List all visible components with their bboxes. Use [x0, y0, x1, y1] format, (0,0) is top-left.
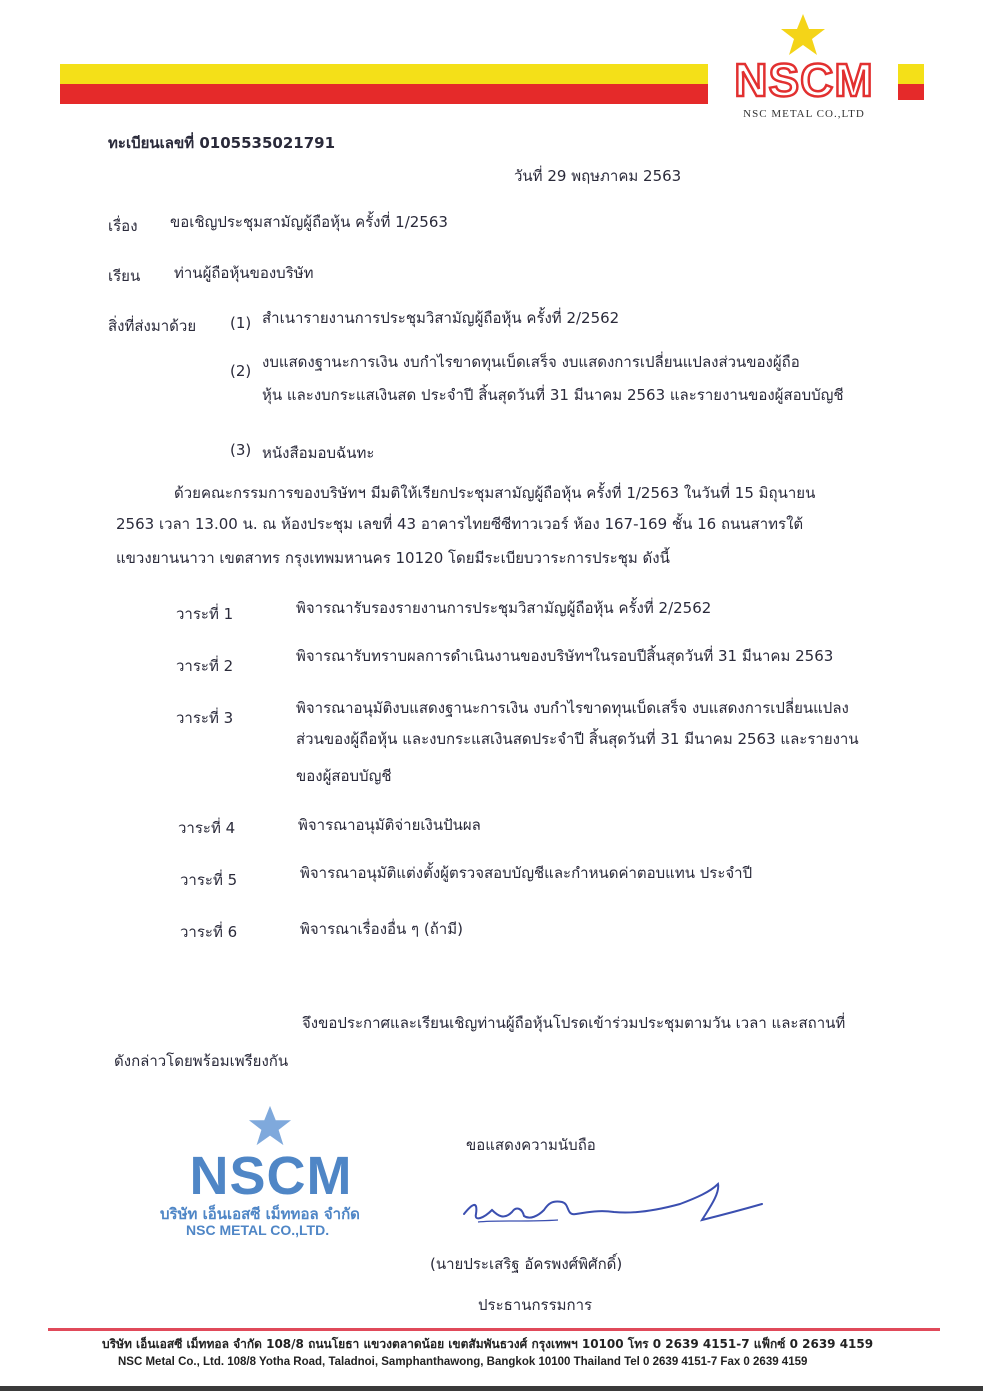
scan-edge	[0, 1386, 983, 1391]
company-logo: NSCM	[734, 54, 874, 106]
footer-divider	[48, 1328, 940, 1331]
enclosure-number: (2)	[230, 362, 252, 380]
closing-line: ดังกล่าวโดยพร้อมเพรียงกัน	[114, 1052, 289, 1070]
regards-text: ขอแสดงความนับถือ	[466, 1136, 596, 1154]
enclosure-text: งบแสดงฐานะการเงิน งบกำไรขาดทุนเบ็ดเสร็จ งบแสดงการเปลี่ยนแปลงส่วนของผู้ถือ	[262, 353, 800, 371]
agenda-label: วาระที่ 4	[178, 819, 236, 837]
header-bar-red-end	[898, 84, 924, 100]
agenda-label: วาระที่ 5	[180, 871, 238, 889]
stamp-logo: NSCM	[189, 1146, 353, 1206]
agenda-text: พิจารณารับรองรายงานการประชุมวิสามัญผู้ถือหุ้น ครั้งที่ 2/2562	[296, 599, 712, 617]
header-bar-red	[60, 84, 708, 104]
stamp-star-icon	[246, 1104, 294, 1148]
subject-text: ขอเชิญประชุมสามัญผู้ถือหุ้น ครั้งที่ 1/2563	[170, 213, 448, 231]
signer-title: ประธานกรรมการ	[478, 1296, 593, 1314]
enclosure-text: หุ้น และงบกระแสเงินสด ประจำปี สิ้นสุดวันที่ 31 มีนาคม 2563 และรายงานของผู้สอบบัญชี	[262, 386, 844, 404]
agenda-text: ส่วนของผู้ถือหุ้น และงบกระแสเงินสดประจำปี สิ้นสุดวันที่ 31 มีนาคม 2563 และรายงาน	[296, 730, 859, 748]
signature-icon	[458, 1170, 768, 1236]
stamp-english-name: NSC METAL CO.,LTD.	[186, 1222, 330, 1238]
stamp-thai-name: บริษัท เอ็นเอสซี เม็ททอล จำกัด	[160, 1205, 360, 1223]
enclosure-number: (1)	[230, 314, 252, 332]
agenda-text: พิจารณาเรื่องอื่น ๆ (ถ้ามี)	[300, 920, 463, 938]
agenda-label: วาระที่ 6	[180, 923, 238, 941]
agenda-text: พิจารณาอนุมัติจ่ายเงินปันผล	[298, 816, 481, 834]
enclosure-text: สำเนารายงานการประชุมวิสามัญผู้ถือหุ้น ครั้งที่ 2/2562	[262, 309, 620, 327]
agenda-text: พิจารณาอนุมัติงบแสดงฐานะการเงิน งบกำไรขาดทุนเบ็ดเสร็จ งบแสดงการเปลี่ยนแปลง	[296, 699, 849, 717]
agenda-label: วาระที่ 1	[176, 605, 234, 623]
registration-number: ทะเบียนเลขที่ 0105535021791	[108, 134, 335, 152]
agenda-label: วาระที่ 3	[176, 709, 234, 727]
footer-thai-address: บริษัท เอ็นเอสซี เม็ททอล จำกัด 108/8 ถนนโยธา แขวงตลาดน้อย เขตสัมพันธวงศ์ กรุงเทพฯ 10100 โทร 0 2639 4151-7 แฟ็กซ์ 0 2639 4159	[102, 1337, 874, 1351]
header-bar-yellow-end	[898, 64, 924, 86]
footer-english-address: NSC Metal Co., Ltd. 108/8 Yotha Road, Taladnoi, Samphanthawong, Bangkok 10100 Thailand Tel 0 2639 4151-7 Fax 0 2639 4159	[118, 1356, 808, 1368]
intro-line: ด้วยคณะกรรมการของบริษัทฯ มีมติให้เรียกประชุมสามัญผู้ถือหุ้น ครั้งที่ 1/2563 ในวันที่ 15 มิถุนายน	[174, 484, 816, 502]
to-text: ท่านผู้ถือหุ้นของบริษัท	[174, 264, 314, 282]
letter-date: วันที่ 29 พฤษภาคม 2563	[514, 167, 682, 185]
company-logo-subtitle: NSC METAL CO.,LTD	[743, 108, 865, 120]
agenda-text: พิจารณารับทราบผลการดำเนินงานของบริษัทฯในรอบปีสิ้นสุดวันที่ 31 มีนาคม 2563	[296, 647, 834, 665]
agenda-text: พิจารณาอนุมัติแต่งตั้งผู้ตรวจสอบบัญชีและกำหนดค่าตอบแทน ประจำปี	[300, 864, 753, 882]
enclosure-text: หนังสือมอบฉันทะ	[262, 444, 375, 462]
header-bar-yellow	[60, 64, 708, 86]
agenda-text: ของผู้สอบบัญชี	[296, 767, 392, 785]
to-label: เรียน	[108, 267, 141, 285]
intro-line: 2563 เวลา 13.00 น. ณ ห้องประชุม เลขที่ 43 อาคารไทยซีซีทาวเวอร์ ห้อง 167-169 ชั้น 16 ถนนสาทรใต้	[116, 515, 804, 533]
enclosure-number: (3)	[230, 441, 252, 459]
agenda-label: วาระที่ 2	[176, 657, 234, 675]
enclosure-label: สิ่งที่ส่งมาด้วย	[108, 317, 197, 335]
signer-name: (นายประเสริฐ อัครพงศ์พิศักดิ์)	[430, 1255, 623, 1273]
closing-line: จึงขอประกาศและเรียนเชิญท่านผู้ถือหุ้นโปรดเข้าร่วมประชุมตามวัน เวลา และสถานที่	[302, 1014, 846, 1032]
logo-star-icon	[778, 12, 828, 58]
intro-line: แขวงยานนาวา เขตสาทร กรุงเทพมหานคร 10120 โดยมีระเบียบวาระการประชุม ดังนี้	[116, 549, 670, 567]
subject-label: เรื่อง	[108, 217, 138, 235]
